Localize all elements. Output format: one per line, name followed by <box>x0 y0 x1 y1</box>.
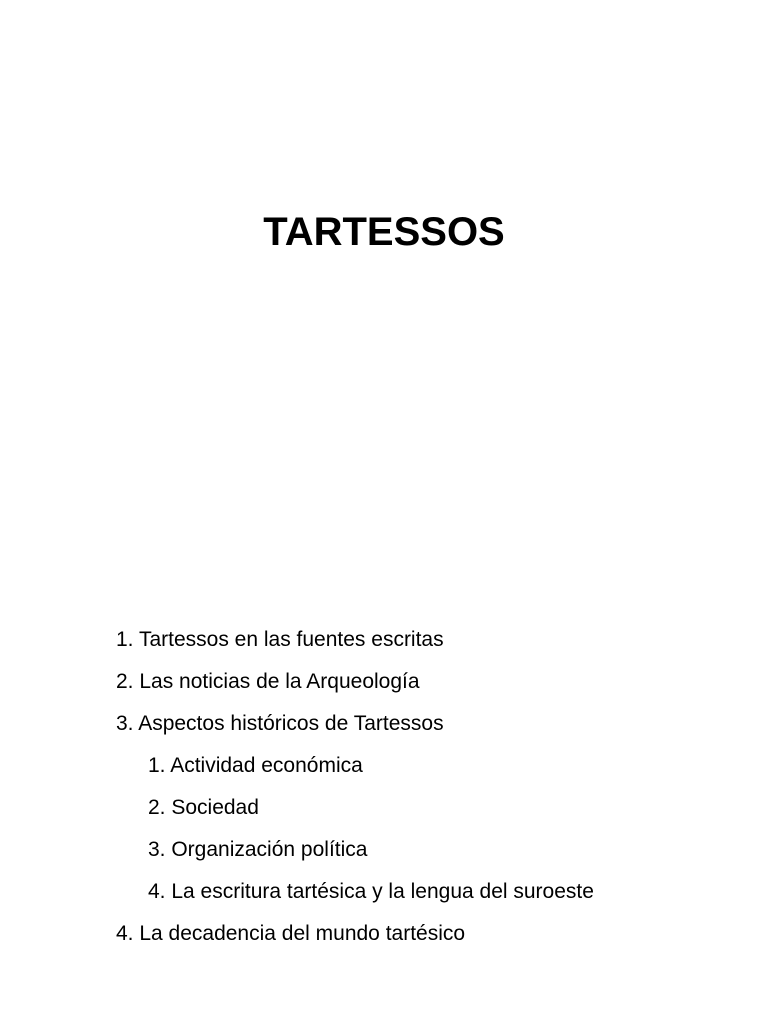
toc-subitem-actividad-economica: 1. Actividad económica <box>148 754 363 777</box>
toc-item-arqueologia: 2. Las noticias de la Arqueología <box>116 670 420 693</box>
toc-item-fuentes-escritas: 1. Tartessos en las fuentes escritas <box>116 628 444 651</box>
toc-subitem-sociedad: 2. Sociedad <box>148 796 259 819</box>
toc-item-decadencia: 4. La decadencia del mundo tartésico <box>116 922 466 945</box>
toc-item-aspectos-historicos: 3. Aspectos históricos de Tartessos <box>116 712 444 735</box>
toc-subitem-escritura-lengua: 4. La escritura tartésica y la lengua del suroeste <box>148 880 594 903</box>
toc-subitem-organizacion-politica: 3. Organización política <box>148 838 368 861</box>
page-title: TARTESSOS <box>263 210 505 254</box>
table-of-contents <box>116 628 736 964</box>
